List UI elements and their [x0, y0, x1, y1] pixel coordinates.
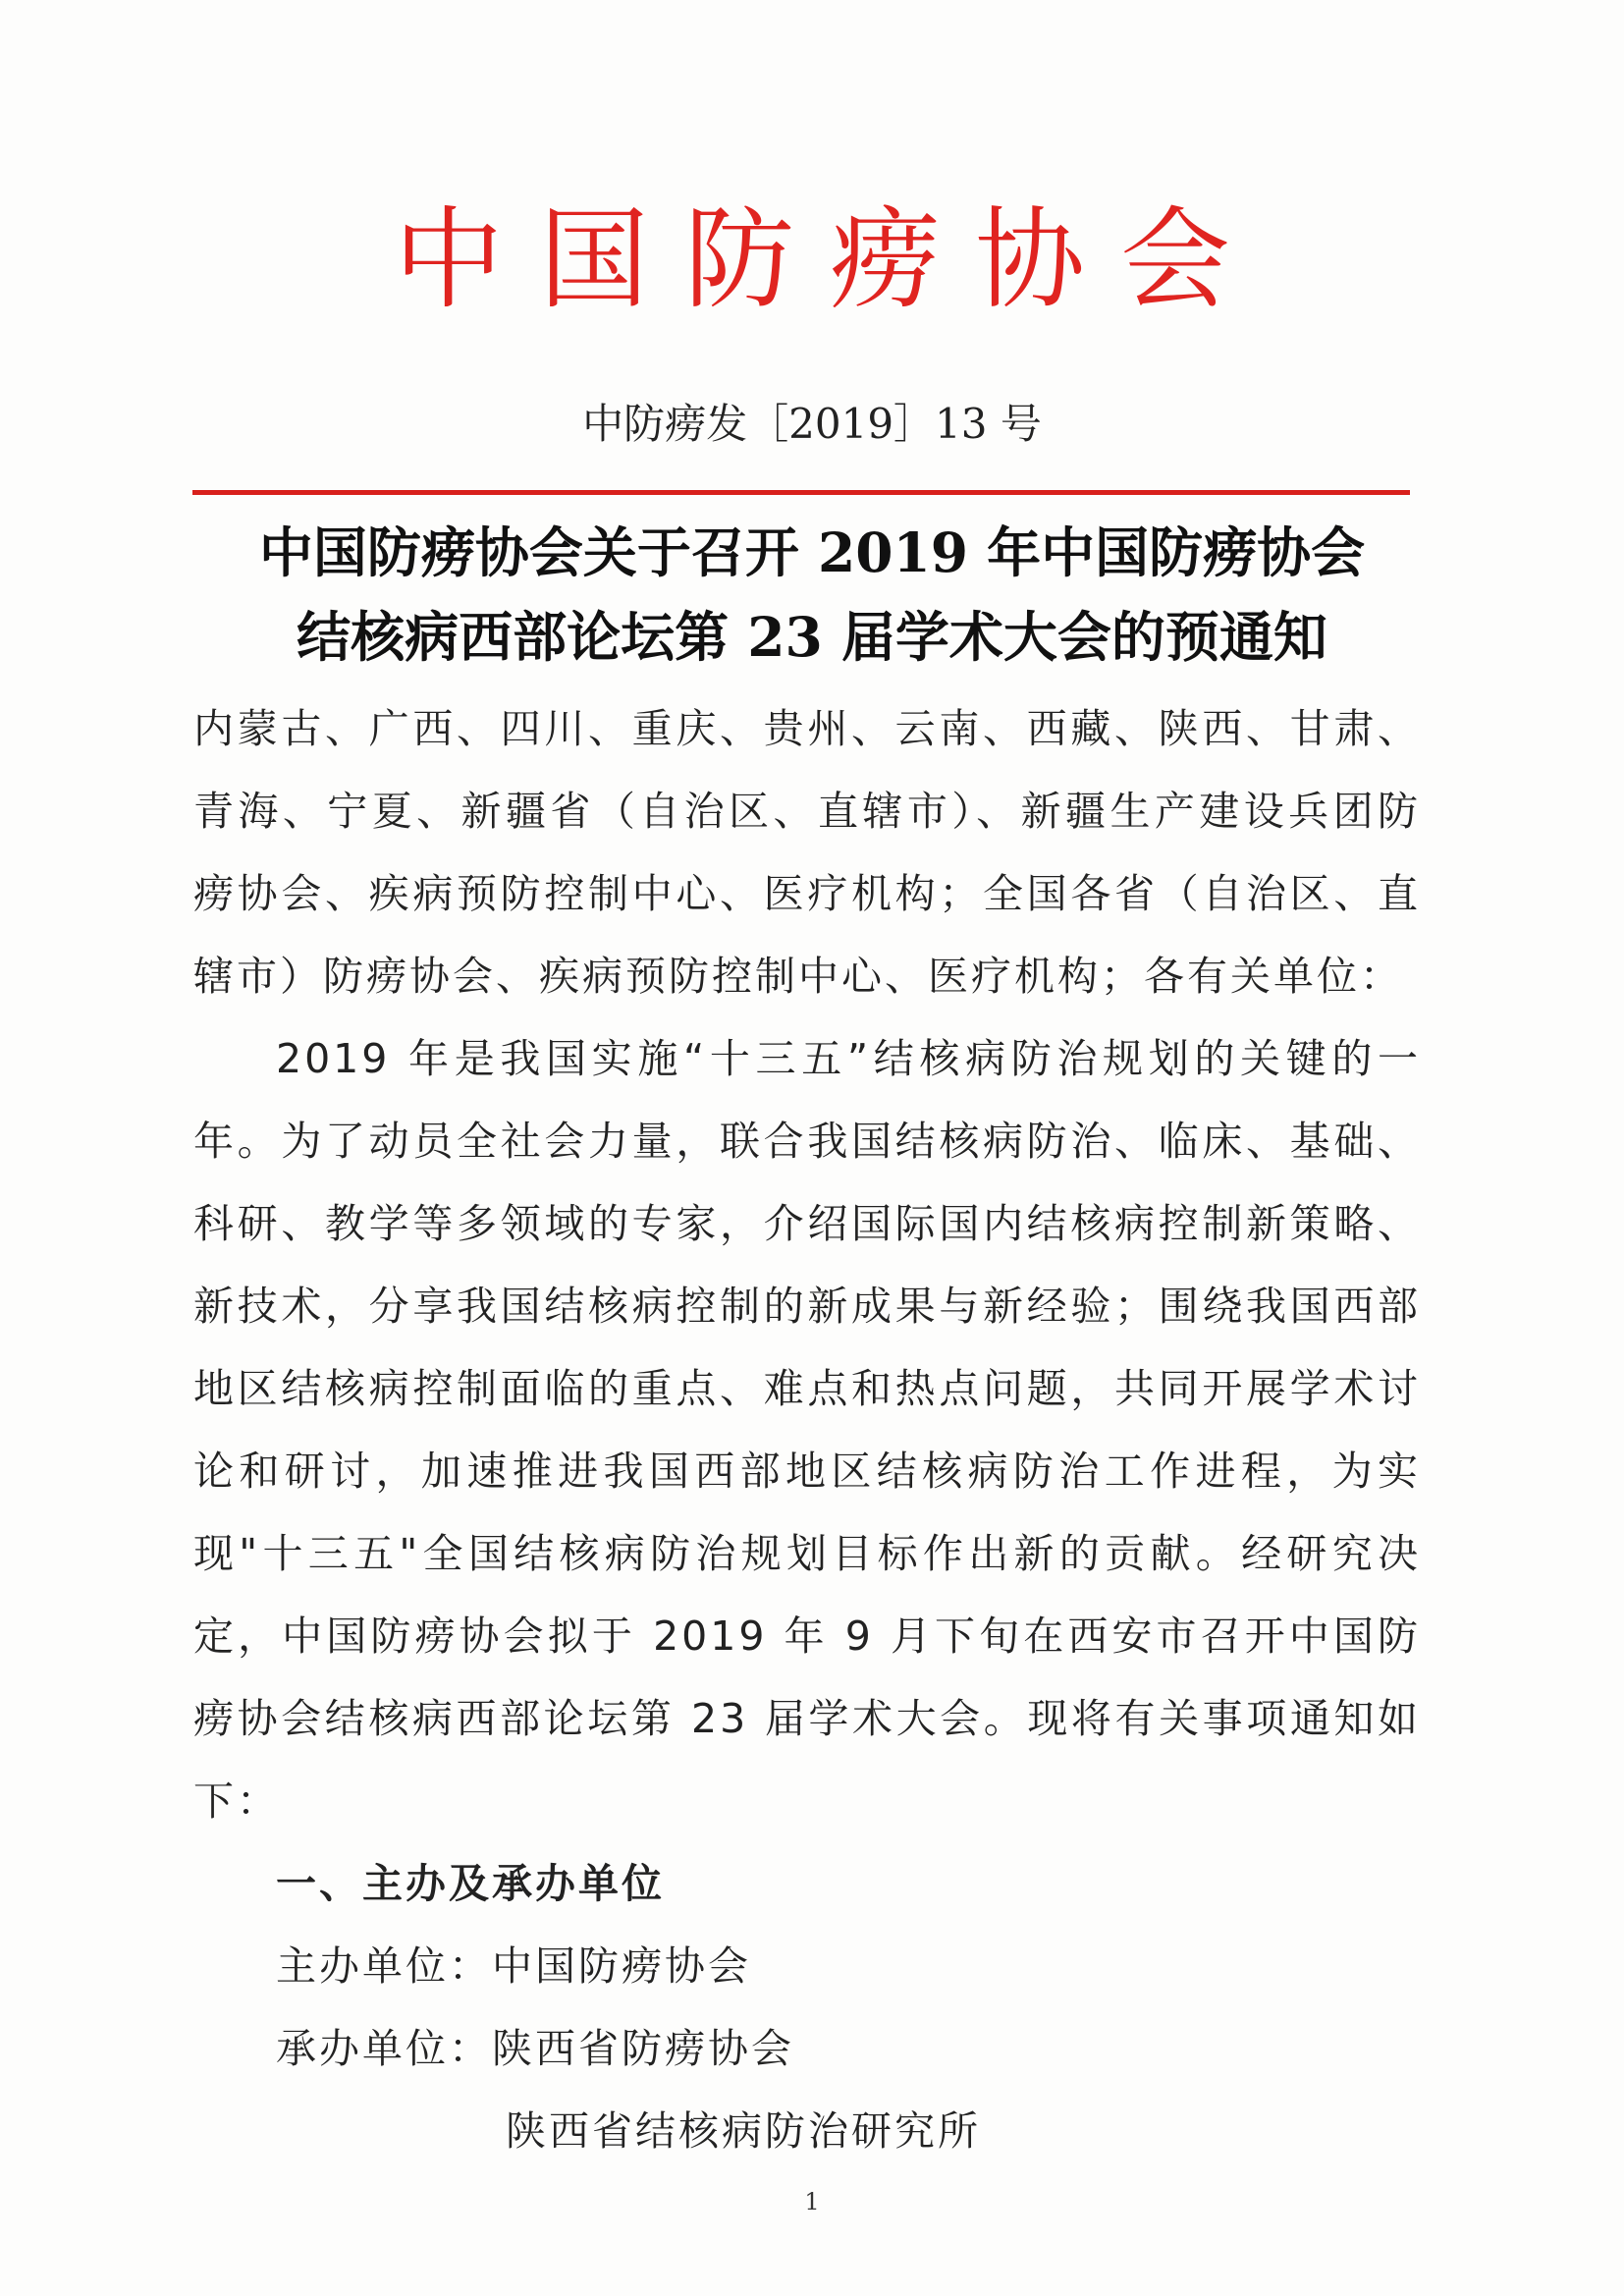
body-paragraph-1: 2019 年是我国实施“十三五”结核病防治规划的关键的一年。为了动员全社会力量，联合我国结核病防治、临床、基础、科研、教学等多领域的专家，介绍国际国内结核病控制新策略、新技术，分享我国结核病控制的新成果与新经验；围绕我国西部地区结核病控制面临的重点、难点和热点问题，共同开展学术讨论和研讨，加速推进我国西部地区结核病防治工作进程，为实现"十三五"全国结核病防治规划目标作出新的贡献。经研究决定，中国防痨协会拟于 2019 年 9 月下旬在西安市召开中国防痨协会结核病西部论坛第 23 届学术大会。现将有关事项通知如下： — [193, 1035, 1421, 1825]
notice-title-line-1: 中国防痨协会关于召开 2019 年中国防痨协会 — [258, 520, 1366, 584]
organizer-unit: 承办单位：陕西省防痨协会 — [276, 2025, 794, 2072]
organization-letterhead: 中国防痨协会 — [394, 196, 1266, 324]
host-unit: 主办单位：中国防痨协会 — [276, 1942, 751, 1990]
document-number: 中防痨发［2019］13 号 — [582, 400, 1042, 448]
section-heading-1: 一、主办及承办单位 — [276, 1860, 665, 1907]
letterhead-red-rule — [192, 490, 1410, 495]
addressees: 内蒙古、广西、四川、重庆、贵州、云南、西藏、陕西、甘肃、青海、宁夏、新疆省（自治区、直辖市）、新疆生产建设兵团防痨协会、疾病预防控制中心、医疗机构；全国各省（自治区、直辖市）防痨协会、疾病预防控制中心、医疗机构；各有关单位： — [193, 705, 1421, 1000]
page-number: 1 — [804, 2188, 820, 2215]
organizer-unit-2: 陕西省结核病防治研究所 — [506, 2107, 981, 2155]
notice-title-line-2: 结核病西部论坛第 23 届学术大会的预通知 — [297, 605, 1327, 669]
notice-title — [128, 511, 1496, 680]
document-body — [193, 687, 1421, 2172]
